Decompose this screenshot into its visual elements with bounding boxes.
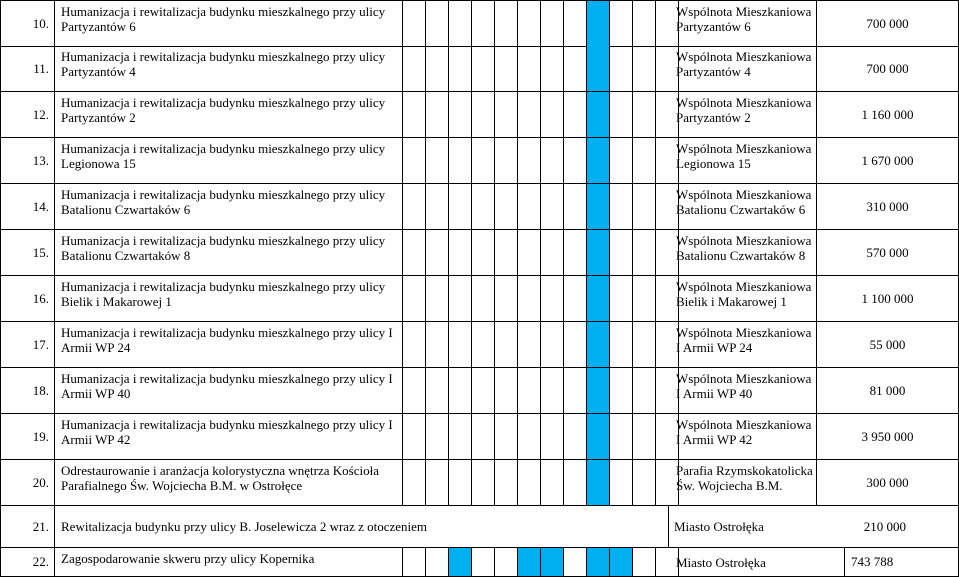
schedule-cell bbox=[449, 92, 472, 138]
schedule-cell bbox=[449, 1, 472, 47]
schedule-cell bbox=[564, 414, 587, 460]
schedule-cell bbox=[610, 138, 633, 184]
beneficiary-name: Wspólnota Mieszkaniowa Bielik i Makarowej 1 bbox=[671, 276, 817, 322]
schedule-cell bbox=[426, 414, 449, 460]
schedule-cell bbox=[587, 460, 610, 506]
schedule-cell bbox=[541, 92, 564, 138]
schedule-cell bbox=[518, 322, 541, 368]
schedule-cell bbox=[472, 548, 495, 577]
schedule-cell bbox=[541, 460, 564, 506]
schedule-cell bbox=[403, 322, 426, 368]
schedule-cell bbox=[403, 548, 426, 577]
schedule-cell bbox=[472, 276, 495, 322]
schedule-cell bbox=[495, 322, 518, 368]
row-number: 19. bbox=[0, 414, 55, 460]
schedule-cell bbox=[587, 184, 610, 230]
schedule-cell bbox=[564, 138, 587, 184]
amount-value: 743 788 bbox=[843, 548, 959, 577]
amount-value: 1 100 000 bbox=[817, 276, 959, 322]
table-row bbox=[0, 276, 959, 322]
schedule-cell bbox=[449, 184, 472, 230]
schedule-cell bbox=[518, 138, 541, 184]
row-number: 16. bbox=[0, 276, 55, 322]
schedule-cell bbox=[633, 138, 656, 184]
schedule-cell bbox=[495, 1, 518, 47]
schedule-cell bbox=[495, 92, 518, 138]
schedule-cell bbox=[518, 368, 541, 414]
schedule-cell bbox=[633, 184, 656, 230]
schedule-cell bbox=[541, 548, 564, 577]
schedule-cell bbox=[518, 184, 541, 230]
schedule-cell bbox=[587, 92, 610, 138]
row-number: 12. bbox=[0, 92, 55, 138]
schedule-cell bbox=[495, 138, 518, 184]
schedule-cell bbox=[564, 1, 587, 47]
schedule-cell bbox=[403, 414, 426, 460]
schedule-cell bbox=[403, 92, 426, 138]
schedule-cell bbox=[633, 548, 656, 577]
schedule-cell bbox=[426, 276, 449, 322]
table-row bbox=[0, 46, 959, 92]
schedule-cell bbox=[610, 276, 633, 322]
schedule-cell bbox=[495, 276, 518, 322]
beneficiary-name: Wspólnota Mieszkaniowa Legionowa 15 bbox=[671, 138, 817, 184]
amount-value: 700 000 bbox=[817, 1, 959, 47]
schedule-cell bbox=[449, 230, 472, 276]
schedule-cell bbox=[426, 460, 449, 506]
schedule-cell bbox=[472, 322, 495, 368]
schedule-cell bbox=[587, 46, 610, 92]
beneficiary-name: Wspólnota Mieszkaniowa Partyzantów 2 bbox=[671, 92, 817, 138]
row-number: 17. bbox=[0, 322, 55, 368]
schedule-cell bbox=[564, 322, 587, 368]
beneficiary-name: Wspólnota Mieszkaniowa Partyzantów 4 bbox=[671, 46, 817, 92]
schedule-cell bbox=[610, 548, 633, 577]
schedule-cell bbox=[610, 322, 633, 368]
schedule-cell bbox=[541, 138, 564, 184]
schedule-cell bbox=[495, 184, 518, 230]
schedule-cell bbox=[633, 92, 656, 138]
schedule-cell bbox=[495, 230, 518, 276]
project-name: Humanizacja i rewitalizacja budynku mieszkalnego przy ulicy I Armii WP 40 bbox=[55, 368, 403, 414]
row-number: 22. bbox=[0, 548, 55, 577]
schedule-cell bbox=[587, 322, 610, 368]
schedule-cell bbox=[426, 138, 449, 184]
amount-value: 700 000 bbox=[817, 46, 959, 92]
schedule-cell bbox=[495, 460, 518, 506]
schedule-cell bbox=[587, 276, 610, 322]
schedule-cell bbox=[633, 368, 656, 414]
schedule-cell bbox=[426, 368, 449, 414]
schedule-cell bbox=[403, 1, 426, 47]
schedule-cell bbox=[403, 460, 426, 506]
project-name: Rewitalizacja budynku przy ulicy B. Joselewicza 2 wraz z otoczeniem bbox=[55, 506, 669, 548]
schedule-cell bbox=[449, 414, 472, 460]
schedule-cell bbox=[518, 230, 541, 276]
schedule-cell bbox=[426, 230, 449, 276]
schedule-cell bbox=[610, 414, 633, 460]
schedule-cell bbox=[587, 368, 610, 414]
amount-value: 300 000 bbox=[817, 460, 959, 506]
project-name: Humanizacja i rewitalizacja budynku mieszkalnego przy ulicy I Armii WP 42 bbox=[55, 414, 403, 460]
schedule-cell bbox=[541, 230, 564, 276]
schedule-cell bbox=[472, 46, 495, 92]
table-row bbox=[0, 92, 959, 138]
row-number: 14. bbox=[0, 184, 55, 230]
beneficiary-name: Wspólnota Mieszkaniowa Batalionu Czwartaków 6 bbox=[671, 184, 817, 230]
row-number: 18. bbox=[0, 368, 55, 414]
schedule-cell bbox=[541, 46, 564, 92]
schedule-cell bbox=[403, 276, 426, 322]
schedule-cell bbox=[587, 138, 610, 184]
schedule-cell bbox=[518, 414, 541, 460]
schedule-cell bbox=[633, 460, 656, 506]
schedule-cell bbox=[564, 276, 587, 322]
beneficiary-name: Wspólnota Mieszkaniowa I Armii WP 42 bbox=[671, 414, 817, 460]
beneficiary-name: Wspólnota Mieszkaniowa I Armii WP 40 bbox=[671, 368, 817, 414]
schedule-cell bbox=[403, 138, 426, 184]
schedule-cell bbox=[472, 92, 495, 138]
schedule-cell bbox=[426, 1, 449, 47]
schedule-cell bbox=[564, 230, 587, 276]
table-row bbox=[0, 414, 959, 460]
schedule-cell bbox=[449, 322, 472, 368]
schedule-cell bbox=[495, 548, 518, 577]
schedule-cell bbox=[495, 368, 518, 414]
table-row bbox=[0, 548, 959, 577]
beneficiary-name: Parafia Rzymskokatolicka Św. Wojciecha B.M. bbox=[671, 460, 817, 506]
schedule-cell bbox=[449, 460, 472, 506]
schedule-cell bbox=[426, 322, 449, 368]
schedule-cell bbox=[610, 368, 633, 414]
schedule-cell bbox=[449, 138, 472, 184]
schedule-cell bbox=[541, 414, 564, 460]
schedule-cell bbox=[564, 46, 587, 92]
schedule-cell bbox=[633, 230, 656, 276]
amount-value: 1 670 000 bbox=[817, 138, 959, 184]
schedule-cell bbox=[472, 414, 495, 460]
project-name: Humanizacja i rewitalizacja budynku mieszkalnego przy ulicy Bielik i Makarowej 1 bbox=[55, 276, 403, 322]
schedule-cell bbox=[610, 460, 633, 506]
table-row bbox=[0, 230, 959, 276]
beneficiary-name: Wspólnota Mieszkaniowa Batalionu Czwartaków 8 bbox=[671, 230, 817, 276]
schedule-cell bbox=[518, 460, 541, 506]
schedule-cell bbox=[541, 1, 564, 47]
amount-value: 55 000 bbox=[817, 322, 959, 368]
schedule-cell bbox=[541, 276, 564, 322]
schedule-cell bbox=[472, 184, 495, 230]
project-name: Humanizacja i rewitalizacja budynku mieszkalnego przy ulicy Legionowa 15 bbox=[55, 138, 403, 184]
schedule-cell bbox=[495, 414, 518, 460]
row-number: 21. bbox=[0, 506, 55, 548]
schedule-cell bbox=[633, 46, 656, 92]
schedule-cell bbox=[633, 414, 656, 460]
project-name: Humanizacja i rewitalizacja budynku mieszkalnego przy ulicy I Armii WP 24 bbox=[55, 322, 403, 368]
row-number: 15. bbox=[0, 230, 55, 276]
beneficiary-name: Wspólnota Mieszkaniowa I Armii WP 24 bbox=[671, 322, 817, 368]
beneficiary-name: Miasto Ostrołęka bbox=[674, 519, 764, 534]
schedule-cell bbox=[518, 548, 541, 577]
row-number: 11. bbox=[0, 46, 55, 92]
schedule-cell bbox=[564, 184, 587, 230]
amount-value: 210 000 bbox=[863, 519, 906, 534]
schedule-cell bbox=[633, 276, 656, 322]
schedule-cell bbox=[541, 184, 564, 230]
schedule-cell bbox=[426, 46, 449, 92]
schedule-cell bbox=[426, 184, 449, 230]
schedule-cell bbox=[403, 230, 426, 276]
schedule-cell bbox=[587, 414, 610, 460]
schedule-cell bbox=[472, 460, 495, 506]
schedule-cell bbox=[426, 548, 449, 577]
row-number: 13. bbox=[0, 138, 55, 184]
schedule-cell bbox=[449, 368, 472, 414]
project-name: Humanizacja i rewitalizacja budynku mieszkalnego przy ulicy Batalionu Czwartaków 6 bbox=[55, 184, 403, 230]
project-name: Humanizacja i rewitalizacja budynku mieszkalnego przy ulicy Partyzantów 6 bbox=[55, 1, 403, 47]
schedule-cell bbox=[403, 368, 426, 414]
schedule-cell bbox=[564, 92, 587, 138]
schedule-cell bbox=[610, 46, 633, 92]
row-number: 20. bbox=[0, 460, 55, 506]
schedule-cell bbox=[472, 230, 495, 276]
amount-value: 310 000 bbox=[817, 184, 959, 230]
schedule-cell bbox=[518, 276, 541, 322]
table-row bbox=[0, 368, 959, 414]
amount-value: 3 950 000 bbox=[817, 414, 959, 460]
project-name: Humanizacja i rewitalizacja budynku mieszkalnego przy ulicy Partyzantów 2 bbox=[55, 92, 403, 138]
schedule-cell bbox=[633, 322, 656, 368]
table-row bbox=[0, 506, 959, 548]
schedule-cell bbox=[564, 548, 587, 577]
beneficiary-name: Wspólnota Mieszkaniowa Partyzantów 6 bbox=[671, 1, 817, 47]
schedule-cell bbox=[610, 184, 633, 230]
schedule-cell bbox=[495, 46, 518, 92]
table-row bbox=[0, 0, 959, 47]
schedule-cell bbox=[610, 230, 633, 276]
amount-value: 81 000 bbox=[817, 368, 959, 414]
schedule-cell bbox=[449, 276, 472, 322]
project-name: Odrestaurowanie i aranżacja kolorystyczna wnętrza Kościoła Parafialnego Św. Wojciecha B.M. w Ostrołęce bbox=[55, 460, 403, 506]
amount-value: 570 000 bbox=[817, 230, 959, 276]
beneficiary-name: Miasto Ostrołęka bbox=[671, 548, 845, 577]
schedule-cell bbox=[449, 46, 472, 92]
schedule-cell bbox=[403, 184, 426, 230]
schedule-cell bbox=[518, 46, 541, 92]
table-row bbox=[0, 322, 959, 368]
schedule-cell bbox=[472, 368, 495, 414]
schedule-cell bbox=[449, 548, 472, 577]
schedule-cell bbox=[564, 460, 587, 506]
schedule-cell bbox=[587, 230, 610, 276]
schedule-cell bbox=[518, 1, 541, 47]
table-row bbox=[0, 138, 959, 184]
schedule-cell bbox=[403, 46, 426, 92]
amount-value: 1 160 000 bbox=[817, 92, 959, 138]
project-name: Humanizacja i rewitalizacja budynku mieszkalnego przy ulicy Batalionu Czwartaków 8 bbox=[55, 230, 403, 276]
schedule-cell bbox=[633, 1, 656, 47]
schedule-cell bbox=[541, 322, 564, 368]
project-name: Zagospodarowanie skweru przy ulicy Kopernika bbox=[55, 548, 403, 577]
project-name: Humanizacja i rewitalizacja budynku mieszkalnego przy ulicy Partyzantów 4 bbox=[55, 46, 403, 92]
schedule-cell bbox=[472, 138, 495, 184]
table-row bbox=[0, 460, 959, 506]
schedule-cell bbox=[610, 1, 633, 47]
schedule-cell bbox=[587, 1, 610, 47]
schedule-cell bbox=[541, 368, 564, 414]
schedule-cell bbox=[564, 368, 587, 414]
row-number: 10. bbox=[0, 1, 55, 47]
beneficiary-and-amount bbox=[669, 506, 959, 548]
schedule-cell bbox=[472, 1, 495, 47]
schedule-cell bbox=[518, 92, 541, 138]
schedule-cell bbox=[610, 92, 633, 138]
table-row bbox=[0, 184, 959, 230]
schedule-cell bbox=[587, 548, 610, 577]
schedule-cell bbox=[426, 92, 449, 138]
